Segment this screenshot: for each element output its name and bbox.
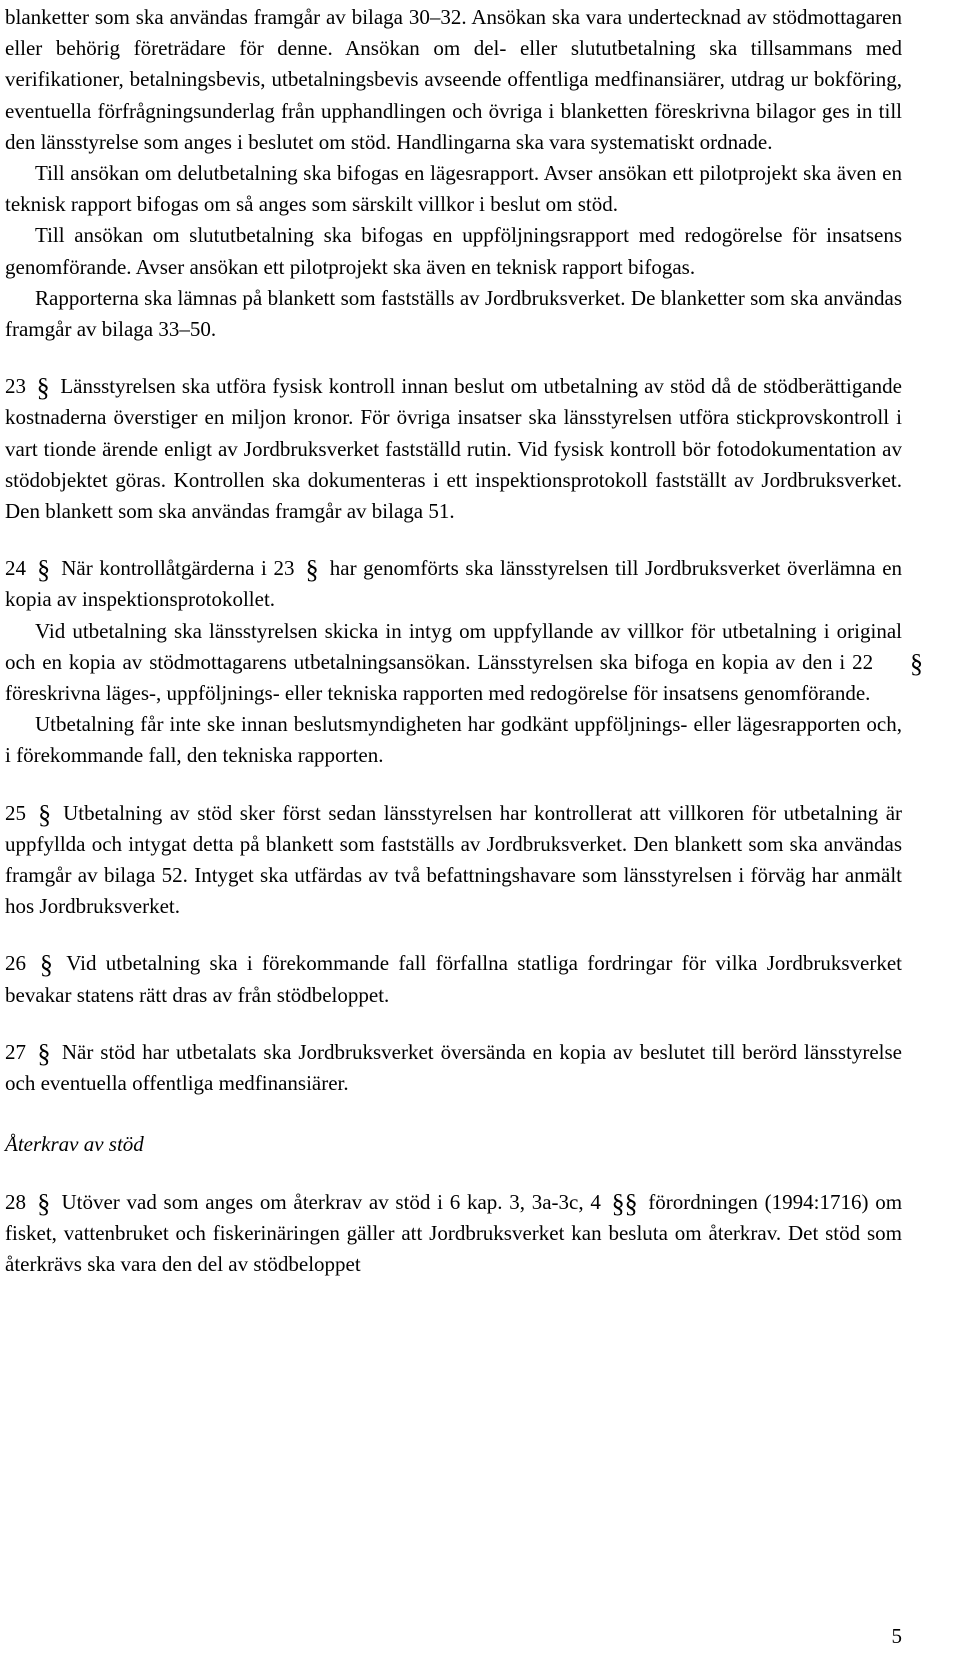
paragraph-intro: blanketter som ska användas framgår av bilaga 30–32. Ansökan ska vara undertecknad av stödmottagaren eller behörig företrädare för denne. Ansökan om del- eller slututbetalning ska tillsammans med verifikationer, betalningsbevis, utbetalningsbevis avseende offentliga medfinansiärer, utdrag ur bokföring, eventuella förfrågningsunderlag från upphandlingen och övriga i blanketten föreskrivna bilagor ges in till den länsstyrelse som anges i beslutet om stöd. Handlingarna ska vara systematiskt ordnade. xyxy=(5,5,902,154)
section-sign: § xyxy=(39,950,53,980)
document-page xyxy=(5,2,923,1280)
section-text: Utöver vad som anges om återkrav av stöd i 6 kap. 3, 3a-3c, 4 xyxy=(61,1189,601,1214)
paragraph-slututbetalning: Till ansökan om slututbetalning ska bifogas en uppföljningsrapport med redogörelse för insatsens genomförande. Avser ansökan ett pilotprojekt ska även en teknisk rapport bifogas. xyxy=(5,223,902,279)
section-text: har genomförts ska länsstyrelsen till Jordbruksverket överlämna en kopia av inspektionsprotokollet. xyxy=(5,556,903,612)
section-text: förordningen (1994:1716) om fisket, vattenbruket och fiskerinäringen gäller att Jordbruksverket kan besluta om återkrav. Det stöd som återkrävs ska vara den del av stödbeloppet xyxy=(5,1189,903,1276)
section-sign: § xyxy=(37,1188,51,1218)
section-number: 25 xyxy=(5,800,26,825)
section-24-paragraph-2 xyxy=(5,616,923,710)
paragraph-delutbetalning: Till ansökan om delutbetalning ska bifogas en lägesrapport. Avser ansökan ett pilotprojekt ska även en teknisk rapport bifogas om så anges som särskilt villkor i beslut om stöd. xyxy=(5,161,902,217)
section-26 xyxy=(5,948,902,1010)
section-text: Utbetalning av stöd sker först sedan länsstyrelsen har kontrollerat att villkoren för utbetalning är uppfyllda och intygat detta på blankett som fastställs av Jordbruksverket. Den blankett som ska användas framgår av bilaga 52. Intyget ska utfärdas av två befattningshavare som länsstyrelsen i förväg har anmält hos Jordbruksverket. xyxy=(5,800,903,919)
section-text: Länsstyrelsen ska utföra fysisk kontroll innan beslut om utbetalning av stöd då de stödberättigande kostnaderna överstiger en miljon kronor. För övriga insatser ska länsstyrelsen utföra stickprovskontroll i vart tionde ärende enligt av Jordbruksverket fastställd rutin. Vid fysisk kontroll bör fotodokumentation av stödobjektet göras. Kontrollen ska dokumenteras i ett inspektionsprotokoll fastställt av Jordbruksverket. Den blankett som ska användas framgår av bilaga 51. xyxy=(5,374,902,524)
section-text: Vid utbetalning ska länsstyrelsen skicka in intyg om uppfyllande av villkor för utbetalning i original och en kopia av stödmottagarens utbetalningsansökan. Länsstyrelsen ska bifoga en kopia av den i 22 xyxy=(5,618,902,674)
section-27 xyxy=(5,1037,902,1099)
page-number: 5 xyxy=(891,1624,902,1648)
section-24-paragraph-3: Utbetalning får inte ske innan beslutsmyndigheten har godkänt uppföljnings- eller lägesrapporten och, i förekommande fall, den tekniska rapporten. xyxy=(5,712,902,768)
section-sign: § xyxy=(36,373,50,403)
paragraph-rapporter: Rapporterna ska lämnas på blankett som fastställs av Jordbruksverket. De blanketter som ska användas framgår av bilaga 33–50. xyxy=(5,285,902,342)
section-number: 24 xyxy=(5,556,26,581)
section-sign: § xyxy=(305,555,319,585)
section-number: 27 xyxy=(5,1039,26,1064)
section-text: Vid utbetalning ska i förekommande fall förfallna statliga fordringar för vilka Jordbruksverket bevakar statens rätt dras av från stödbeloppet. xyxy=(5,951,903,1007)
section-23 xyxy=(5,371,902,527)
section-24 xyxy=(5,553,902,615)
section-25 xyxy=(5,798,902,923)
section-number: 26 xyxy=(5,951,26,976)
section-sign: § xyxy=(37,555,51,585)
section-sign: § xyxy=(38,799,52,829)
section-number: 23 xyxy=(5,374,26,399)
section-text: När kontrollåtgärderna i 23 xyxy=(61,556,295,581)
section-text: föreskrivna läges-, uppföljnings- eller tekniska rapporten med redogörelse för insatsens genomförande. xyxy=(5,681,871,706)
heading-aterkrav: Återkrav av stöd xyxy=(5,1132,144,1157)
section-sign: § xyxy=(910,648,923,678)
section-28 xyxy=(5,1187,902,1281)
section-text: När stöd har utbetalats ska Jordbruksverket översända en kopia av beslutet till berörd länsstyrelse och eventuella offentliga medfinansiärer. xyxy=(5,1039,902,1096)
section-number: 28 xyxy=(5,1189,26,1214)
section-sign-double: §§ xyxy=(611,1188,638,1218)
section-sign: § xyxy=(37,1038,51,1068)
